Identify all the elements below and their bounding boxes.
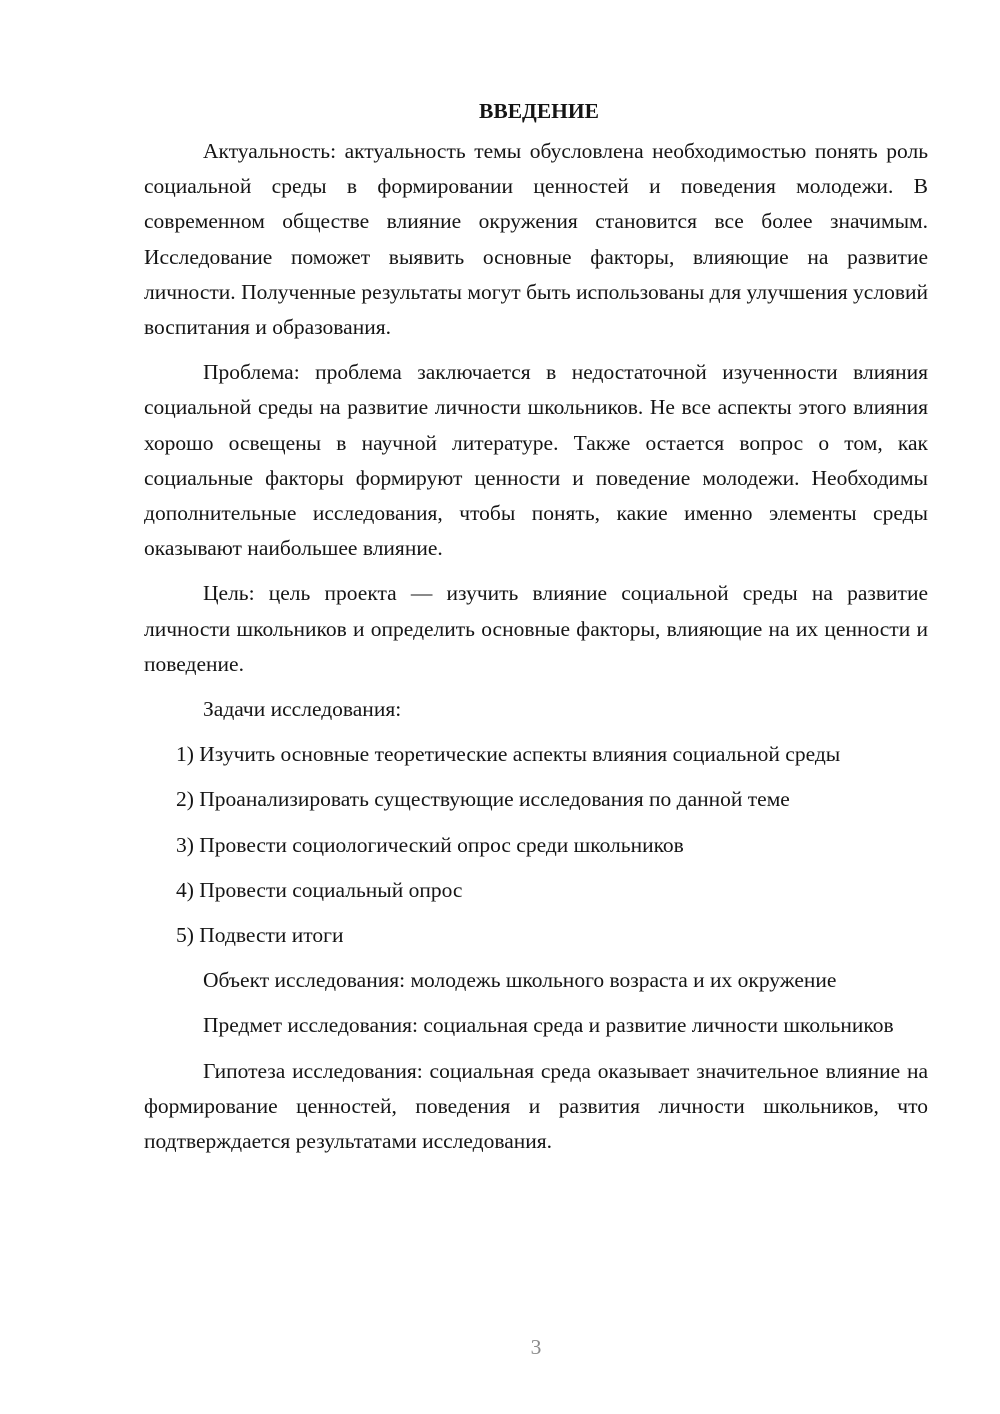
hypothesis-paragraph: Гипотеза исследования: социальная среда оказывает значительное влияние на формирование ценностей, поведения и развития личности школьников, что подтверждается результатами исследования.	[144, 1058, 928, 1154]
list-item: 4) Провести социальный опрос	[176, 877, 463, 902]
tasks-title: Задачи исследования:	[203, 697, 402, 722]
problem-paragraph: Проблема: проблема заключается в недостаточной изученности влияния социальной среды на развитие личности школьников. Не все аспекты этого влияния хорошо освещены в научной литературе. Также остается вопрос о том, как социальные факторы формируют ценности и поведение молодежи. Необходимы дополнительные исследования, чтобы понять, какие именно элементы среды оказывают наибольшее влияние.	[144, 360, 928, 561]
page-number: 3	[530, 1335, 542, 1359]
goal-paragraph: Цель: цель проекта — изучить влияние социальной среды на развитие личности школьников и определить основные факторы, влияющие на их ценности и поведение.	[144, 581, 928, 676]
list-item: 3) Провести социологический опрос среди школьников	[176, 832, 684, 857]
list-item: 5) Подвести итоги	[176, 923, 344, 948]
relevance-paragraph: Актуальность: актуальность темы обусловлена необходимостью понять роль социальной среды в формировании ценностей и поведения молодежи. В современном обществе влияние окружения становится все более значимым. Исследование поможет выявить основные факторы, влияющие на развитие личности. Полученные результаты могут быть использованы для улучшения условий воспитания и образования.	[144, 139, 928, 340]
object-paragraph: Объект исследования: молодежь школьного возраста и их окружение	[203, 968, 837, 993]
section-heading: ВВЕДЕНИЕ	[479, 99, 599, 123]
tasks-list	[144, 737, 928, 953]
document-page	[144, 94, 928, 1169]
list-item: 2) Проанализировать существующие исследования по данной теме	[176, 787, 790, 812]
subject-paragraph: Предмет исследования: социальная среда и развитие личности школьников	[203, 1013, 894, 1038]
list-item: 1) Изучить основные теоретические аспекты влияния социальной среды	[176, 742, 841, 767]
